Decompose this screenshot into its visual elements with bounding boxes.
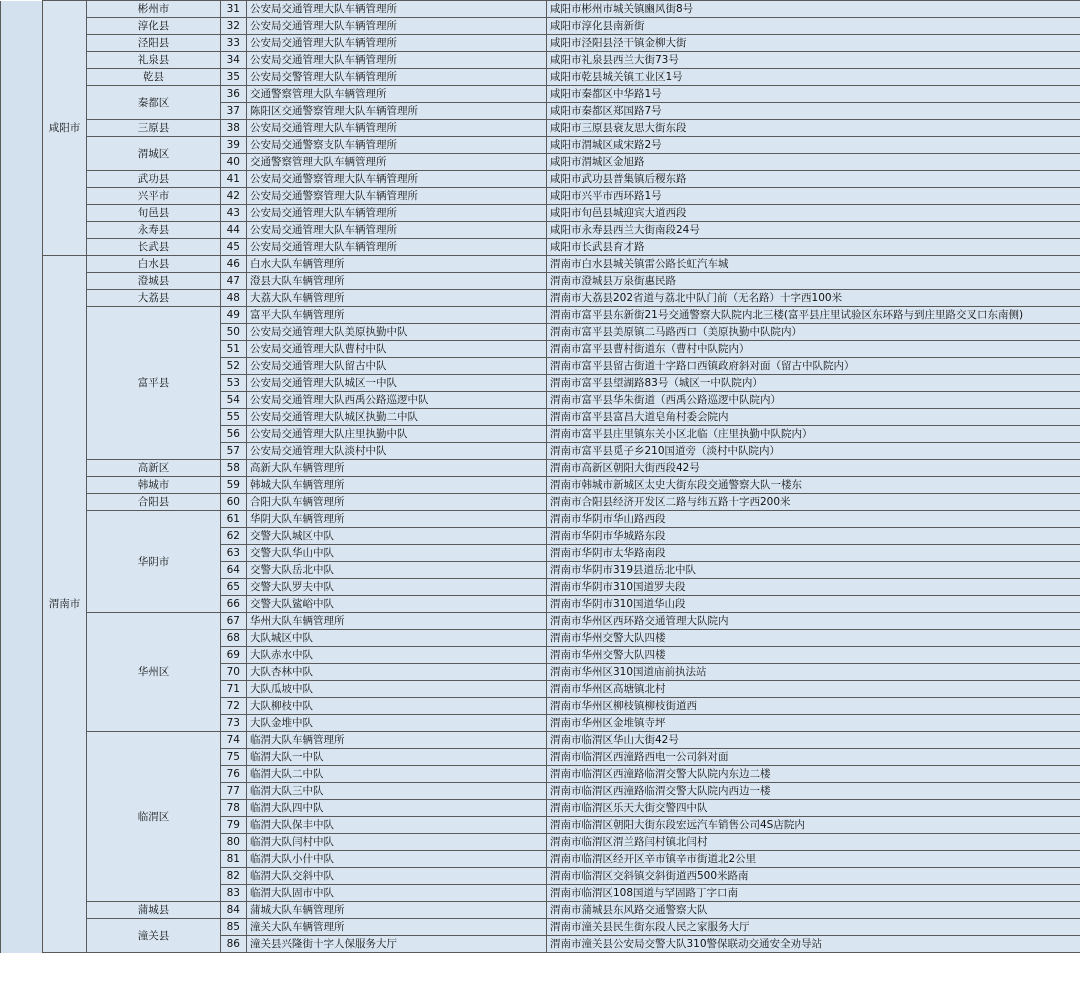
county-cell: 彬州市 [87,1,221,18]
county-cell: 渭城区 [87,137,221,171]
unit-name-cell: 临渭大队交斜中队 [247,868,547,885]
table-row [1,256,1080,273]
unit-name-cell: 公安局交通管理大队车辆管理所 [247,35,547,52]
row-number-cell: 63 [221,545,247,562]
address-cell: 咸阳市淳化县南新街 [547,18,1080,35]
county-cell: 淳化县 [87,18,221,35]
row-number-cell: 43 [221,205,247,222]
row-number-cell: 60 [221,494,247,511]
margin-cell [1,1,43,256]
row-number-cell: 39 [221,137,247,154]
county-cell: 高新区 [87,460,221,477]
table-row [1,902,1080,919]
row-number-cell: 48 [221,290,247,307]
address-cell: 咸阳市长武县育才路 [547,239,1080,256]
row-number-cell: 35 [221,69,247,86]
row-number-cell: 58 [221,460,247,477]
table-row [1,919,1080,936]
unit-name-cell: 大队杏林中队 [247,664,547,681]
table-row [1,477,1080,494]
county-cell: 澄城县 [87,273,221,290]
row-number-cell: 45 [221,239,247,256]
unit-name-cell: 公安局交通管理大队城区执勤二中队 [247,409,547,426]
address-cell: 渭南市合阳县经济开发区二路与纬五路十字西200米 [547,494,1080,511]
row-number-cell: 82 [221,868,247,885]
address-cell: 咸阳市渭城区金旭路 [547,154,1080,171]
unit-name-cell: 公安局交通管理大队淡村中队 [247,443,547,460]
city-cell: 咸阳市 [43,1,87,256]
county-cell: 合阳县 [87,494,221,511]
table-row [1,511,1080,528]
unit-name-cell: 大队瓜坡中队 [247,681,547,698]
address-cell: 咸阳市三原县衰友思大街东段 [547,120,1080,137]
row-number-cell: 49 [221,307,247,324]
row-number-cell: 71 [221,681,247,698]
address-cell: 渭南市富平县觅子乡210国道旁（淡村中队院内） [547,443,1080,460]
address-cell: 渭南市华州区西环路交通管理大队院内 [547,613,1080,630]
unit-name-cell: 公安局交通管理大队车辆管理所 [247,205,547,222]
table-row [1,35,1080,52]
unit-name-cell: 韩城大队车辆管理所 [247,477,547,494]
address-cell: 咸阳市泾阳县泾干镇金柳大街 [547,35,1080,52]
unit-name-cell: 公安局交通管理大队车辆管理所 [247,239,547,256]
unit-name-cell: 华州大队车辆管理所 [247,613,547,630]
address-cell: 渭南市华州交警大队四楼 [547,647,1080,664]
address-cell: 渭南市韩城市新城区太史大街东段交通警察大队一楼东 [547,477,1080,494]
unit-name-cell: 临渭大队一中队 [247,749,547,766]
address-cell: 渭南市富平县望湖路83号（城区一中队院内） [547,375,1080,392]
address-cell: 渭南市临渭区108国道与罕固路丁字口南 [547,885,1080,902]
row-number-cell: 73 [221,715,247,732]
unit-name-cell: 公安局交通警察管理大队车辆管理所 [247,171,547,188]
county-cell: 礼泉县 [87,52,221,69]
unit-name-cell: 大队城区中队 [247,630,547,647]
unit-name-cell: 公安局交通管理大队美原执勤中队 [247,324,547,341]
unit-name-cell: 公安局交通管理大队城区一中队 [247,375,547,392]
unit-name-cell: 白水大队车辆管理所 [247,256,547,273]
address-cell: 渭南市富平县东新街21号交通警察大队院内北三楼(富平县庄里试验区东环路与到庄里路交叉口东南侧) [547,307,1080,324]
address-cell: 渭南市华阴市华城路东段 [547,528,1080,545]
row-number-cell: 47 [221,273,247,290]
row-number-cell: 40 [221,154,247,171]
county-cell: 三原县 [87,120,221,137]
unit-name-cell: 澄县大队车辆管理所 [247,273,547,290]
address-cell: 渭南市高新区朝阳大街西段42号 [547,460,1080,477]
table-row [1,18,1080,35]
unit-name-cell: 公安局交通管理大队车辆管理所 [247,52,547,69]
row-number-cell: 56 [221,426,247,443]
address-cell: 咸阳市乾县城关镇工业区1号 [547,69,1080,86]
table-row [1,120,1080,137]
row-number-cell: 66 [221,596,247,613]
address-cell: 渭南市潼关县公安局交警大队310警保联动交通安全劝导站 [547,936,1080,953]
address-cell: 渭南市华州区高塘镇北村 [547,681,1080,698]
unit-name-cell: 公安局交通管理大队西禹公路巡逻中队 [247,392,547,409]
address-cell: 渭南市临渭区朝阳大街东段宏远汽车销售公司4S店院内 [547,817,1080,834]
county-cell: 富平县 [87,307,221,460]
county-cell: 韩城市 [87,477,221,494]
unit-name-cell: 公安局交通管理大队车辆管理所 [247,120,547,137]
table-row [1,171,1080,188]
row-number-cell: 75 [221,749,247,766]
table-row [1,137,1080,154]
unit-name-cell: 大队金堆中队 [247,715,547,732]
unit-name-cell: 交警大队岳北中队 [247,562,547,579]
address-cell: 咸阳市武功县普集镇后稷东路 [547,171,1080,188]
address-cell: 渭南市临渭区西潼路西电一公司斜对面 [547,749,1080,766]
address-cell: 渭南市临渭区西潼路临渭交警大队院内西边一楼 [547,783,1080,800]
table-row [1,460,1080,477]
address-cell: 咸阳市礼泉县西兰大街73号 [547,52,1080,69]
unit-name-cell: 临渭大队保丰中队 [247,817,547,834]
city-cell: 渭南市 [43,256,87,953]
address-cell: 渭南市华州交警大队四楼 [547,630,1080,647]
row-number-cell: 32 [221,18,247,35]
row-number-cell: 79 [221,817,247,834]
row-number-cell: 77 [221,783,247,800]
unit-name-cell: 公安局交通管理大队车辆管理所 [247,1,547,18]
address-cell: 渭南市临渭区渭兰路闫村镇北闫村 [547,834,1080,851]
row-number-cell: 69 [221,647,247,664]
row-number-cell: 33 [221,35,247,52]
address-cell: 渭南市华阴市太华路南段 [547,545,1080,562]
row-number-cell: 78 [221,800,247,817]
table-row [1,290,1080,307]
address-cell: 渭南市澄城县万泉街惠民路 [547,273,1080,290]
row-number-cell: 46 [221,256,247,273]
address-cell: 渭南市富平县美原镇二马路西口（美原执勤中队院内） [547,324,1080,341]
unit-name-cell: 临渭大队三中队 [247,783,547,800]
address-cell: 渭南市临渭区西潼路临渭交警大队院内东边二楼 [547,766,1080,783]
unit-name-cell: 交警大队罗夫中队 [247,579,547,596]
row-number-cell: 85 [221,919,247,936]
table-row [1,52,1080,69]
row-number-cell: 31 [221,1,247,18]
row-number-cell: 53 [221,375,247,392]
table-row [1,69,1080,86]
address-cell: 咸阳市秦都区郑国路7号 [547,103,1080,120]
row-number-cell: 36 [221,86,247,103]
row-number-cell: 74 [221,732,247,749]
row-number-cell: 72 [221,698,247,715]
unit-name-cell: 公安局交通管理大队车辆管理所 [247,18,547,35]
address-cell: 渭南市临渭区经开区辛市镇辛市街道北2公里 [547,851,1080,868]
table-row [1,205,1080,222]
county-cell: 大荔县 [87,290,221,307]
row-number-cell: 64 [221,562,247,579]
row-number-cell: 81 [221,851,247,868]
unit-name-cell: 公安局交通管理大队留古中队 [247,358,547,375]
table-row [1,494,1080,511]
address-cell: 渭南市富平县曹村街道东（曹村中队院内） [547,341,1080,358]
county-cell: 秦都区 [87,86,221,120]
address-cell: 渭南市潼关县民生街东段人民之家服务大厅 [547,919,1080,936]
unit-name-cell: 交警大队华山中队 [247,545,547,562]
address-cell: 渭南市蒲城县东风路交通警察大队 [547,902,1080,919]
address-cell: 咸阳市兴平市西环路1号 [547,188,1080,205]
unit-name-cell: 公安局交通警察支队车辆管理所 [247,137,547,154]
county-cell: 乾县 [87,69,221,86]
address-cell: 渭南市富平县华朱街道（西禹公路巡逻中队院内） [547,392,1080,409]
address-cell: 渭南市华州区金堆镇寺坪 [547,715,1080,732]
unit-name-cell: 临渭大队二中队 [247,766,547,783]
unit-name-cell: 临渭大队小什中队 [247,851,547,868]
table-row [1,732,1080,749]
row-number-cell: 54 [221,392,247,409]
row-number-cell: 41 [221,171,247,188]
row-number-cell: 52 [221,358,247,375]
address-cell: 咸阳市永寿县西兰大街南段24号 [547,222,1080,239]
county-cell: 长武县 [87,239,221,256]
row-number-cell: 37 [221,103,247,120]
unit-name-cell: 临渭大队闫村中队 [247,834,547,851]
county-cell: 潼关县 [87,919,221,953]
row-number-cell: 42 [221,188,247,205]
unit-name-cell: 大荔大队车辆管理所 [247,290,547,307]
county-cell: 蒲城县 [87,902,221,919]
county-cell: 临渭区 [87,732,221,902]
unit-name-cell: 合阳大队车辆管理所 [247,494,547,511]
row-number-cell: 65 [221,579,247,596]
unit-name-cell: 临渭大队车辆管理所 [247,732,547,749]
row-number-cell: 38 [221,120,247,137]
address-cell: 渭南市华阴市310国道罗夫段 [547,579,1080,596]
unit-name-cell: 潼关大队车辆管理所 [247,919,547,936]
unit-name-cell: 交通警察管理大队车辆管理所 [247,86,547,103]
unit-name-cell: 大队赤水中队 [247,647,547,664]
county-cell: 武功县 [87,171,221,188]
row-number-cell: 83 [221,885,247,902]
row-number-cell: 59 [221,477,247,494]
unit-name-cell: 公安局交通管理大队庄里执勤中队 [247,426,547,443]
county-cell: 永寿县 [87,222,221,239]
unit-name-cell: 大队柳枝中队 [247,698,547,715]
unit-name-cell: 公安局交警管理大队车辆管理所 [247,69,547,86]
address-cell: 渭南市临渭区交斜镇交斜街道西500米路南 [547,868,1080,885]
address-cell: 咸阳市旬邑县城迎宾大道西段 [547,205,1080,222]
unit-name-cell: 蒲城大队车辆管理所 [247,902,547,919]
row-number-cell: 34 [221,52,247,69]
table-row [1,86,1080,103]
address-cell: 渭南市华州区310国道庙前执法站 [547,664,1080,681]
address-cell: 渭南市临渭区华山大街42号 [547,732,1080,749]
table-row [1,188,1080,205]
margin-cell [1,256,43,953]
address-cell: 渭南市华阴市310国道华山段 [547,596,1080,613]
row-number-cell: 80 [221,834,247,851]
table-row [1,307,1080,324]
county-cell: 华阴市 [87,511,221,613]
table-row [1,239,1080,256]
unit-name-cell: 陈阳区交通警察管理大队车辆管理所 [247,103,547,120]
address-cell: 渭南市华阴市华山路西段 [547,511,1080,528]
address-cell: 渭南市大荔县202省道与荔北中队门前（无名路）十字西100米 [547,290,1080,307]
row-number-cell: 44 [221,222,247,239]
unit-name-cell: 公安局交通管理大队车辆管理所 [247,222,547,239]
unit-name-cell: 交通警察管理大队车辆管理所 [247,154,547,171]
address-cell: 渭南市临渭区乐天大街交警四中队 [547,800,1080,817]
address-cell: 渭南市白水县城关镇雷公路长虹汽车城 [547,256,1080,273]
unit-name-cell: 公安局交通警察管理大队车辆管理所 [247,188,547,205]
county-cell: 泾阳县 [87,35,221,52]
table-row [1,222,1080,239]
row-number-cell: 62 [221,528,247,545]
unit-name-cell: 潼关县兴隆街十字人保服务大厅 [247,936,547,953]
address-cell: 咸阳市渭城区咸宋路2号 [547,137,1080,154]
county-cell: 华州区 [87,613,221,732]
unit-name-cell: 临渭大队四中队 [247,800,547,817]
address-cell: 咸阳市秦都区中华路1号 [547,86,1080,103]
row-number-cell: 61 [221,511,247,528]
unit-name-cell: 交警大队鲨峪中队 [247,596,547,613]
unit-name-cell: 华阴大队车辆管理所 [247,511,547,528]
address-cell: 渭南市富平县富昌大道皂角村委会院内 [547,409,1080,426]
row-number-cell: 50 [221,324,247,341]
unit-name-cell: 富平大队车辆管理所 [247,307,547,324]
address-cell: 渭南市富平县庄里镇东关小区北临（庄里执勤中队院内） [547,426,1080,443]
row-number-cell: 67 [221,613,247,630]
row-number-cell: 84 [221,902,247,919]
address-cell: 渭南市华州区柳枝镇柳枝街道西 [547,698,1080,715]
row-number-cell: 70 [221,664,247,681]
row-number-cell: 55 [221,409,247,426]
unit-name-cell: 公安局交通管理大队曹村中队 [247,341,547,358]
table-row [1,613,1080,630]
row-number-cell: 68 [221,630,247,647]
row-number-cell: 86 [221,936,247,953]
row-number-cell: 51 [221,341,247,358]
table-body [1,1,1080,953]
table-row [1,1,1080,18]
unit-name-cell: 高新大队车辆管理所 [247,460,547,477]
table-row [1,273,1080,290]
county-cell: 兴平市 [87,188,221,205]
row-number-cell: 57 [221,443,247,460]
address-cell: 渭南市富平县留古街道十字路口西镇政府斜对面（留古中队院内） [547,358,1080,375]
unit-name-cell: 临渭大队固市中队 [247,885,547,902]
row-number-cell: 76 [221,766,247,783]
address-cell: 渭南市华阴市319县道岳北中队 [547,562,1080,579]
county-cell: 旬邑县 [87,205,221,222]
county-cell: 白水县 [87,256,221,273]
unit-name-cell: 交警大队城区中队 [247,528,547,545]
address-cell: 咸阳市彬州市城关镇豳风街8号 [547,1,1080,18]
